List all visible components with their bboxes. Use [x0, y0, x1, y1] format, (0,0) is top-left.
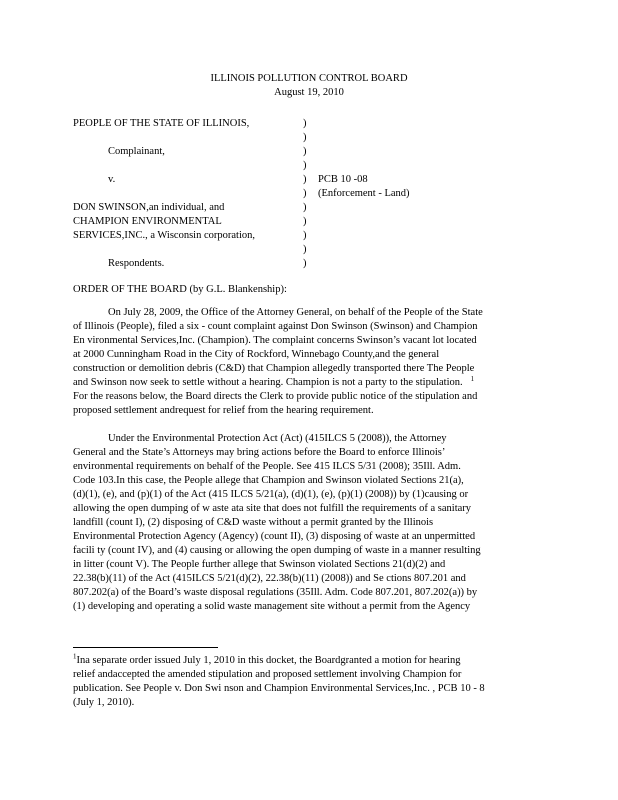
footnote-reference: 1	[470, 374, 475, 383]
paragraph2-line: Code 103.In this case, the People allege that Champion and Swinson violated Sections 21(a),	[73, 475, 464, 486]
caption-paren: )	[303, 202, 307, 213]
paragraph1-line: of Illinois (People), filed a six - count complaint against Don Swinson (Swinson) and Champion	[73, 321, 478, 332]
case-number: PCB 10 -08	[318, 174, 368, 185]
case-type: (Enforcement - Land)	[318, 188, 410, 199]
paragraph1-line-text: and Swinson now seek to settle without a hearing. Champion is not a party to the stipulation.	[73, 377, 463, 388]
paragraph2-line: (1) developing and operating a solid waste management site without a permit from the Agency	[73, 601, 471, 612]
paragraph1-line: construction or demolition debris (C&D) that Champion allegedly transported there The People	[73, 363, 475, 374]
caption-complainant: Complainant,	[108, 146, 165, 157]
paragraph1-line: For the reasons below, the Board directs the Clerk to provide public notice of the stipulation and	[73, 391, 478, 402]
agency-title: ILLINOIS POLLUTION CONTROL BOARD	[210, 73, 408, 84]
caption-paren: )	[303, 216, 307, 227]
caption-bracket-column	[303, 118, 311, 270]
caption-defendant-line3: SERVICES,INC., a Wisconsin corporation,	[73, 230, 255, 241]
footnote-divider	[73, 647, 218, 648]
paragraph2-line: environmental requirements on behalf of the People. See 415 ILCS 5/31 (2008); 35Ill. Adm.	[73, 461, 461, 472]
paragraph1-line: proposed settlement andrequest for relief from the hearing requirement.	[73, 405, 374, 416]
paragraph1-line: at 2000 Cunningham Road in the City of Rockford, Winnebago County,and the general	[73, 349, 440, 360]
paragraph2-line: 22.38(b)(11) of the Act (415ILCS 5/21(d)(2), 22.38(b)(11) (2008)) and Se ctions 807.201 and	[73, 573, 466, 584]
caption-paren: )	[303, 174, 307, 185]
footnote-line: publication. See People v. Don Swi nson and Champion Environmental Services,Inc. , PCB 10 - 8	[73, 683, 485, 694]
paragraph2-line: facili ty (count IV), and (4) causing or allowing the open dumping of waste in a manner resulting	[73, 545, 481, 556]
paragraph2-line: Under the Environmental Protection Act (Act) (415ILCS 5 (2008)), the Attorney	[108, 433, 447, 444]
paragraph1-line: On July 28, 2009, the Office of the Attorney General, on behalf of the People of the State	[108, 307, 483, 318]
caption-paren: )	[303, 244, 307, 255]
footnote-line: relief andaccepted the amended stipulation and proposed settlement involving Champion for	[73, 669, 462, 680]
caption-paren: )	[303, 146, 307, 157]
footnote-line: (July 1, 2010).	[73, 697, 135, 708]
caption-paren: )	[303, 132, 307, 143]
caption-paren: )	[303, 230, 307, 241]
order-date: August 19, 2010	[274, 87, 344, 98]
paragraph2-line: in litter (count V). The People further allege that Swinson violated Sections 21(d)(2) and	[73, 559, 446, 570]
paragraph2-line: General and the State’s Attorneys may bring actions before the Board to enforce Illinois’	[73, 447, 446, 458]
footnote-marker: 1	[73, 652, 77, 661]
paragraph2-line: landfill (count I), (2) disposing of C&D waste without a permit granted by the Illinois	[73, 517, 434, 528]
footnote-line	[73, 652, 461, 667]
caption-respondents: Respondents.	[108, 258, 165, 269]
paragraph2-line: Environmental Protection Agency (Agency) (count II), (3) disposing of waste at an unpermitted	[73, 531, 476, 542]
caption-paren: )	[303, 188, 307, 199]
caption-paren: )	[303, 118, 307, 129]
paragraph2-line: allowing the open dumping of w aste ata site that does not fulfill the requirements of a sanitary	[73, 503, 472, 514]
paragraph1-line: En vironmental Services,Inc. (Champion). The complaint concerns Swinson’s vacant lot located	[73, 335, 477, 346]
paragraph2-line: (d)(1), (e), and (p)(1) of the Act (415 ILCS 5/21(a), (d)(1), (e), (p)(1) (2008)) by (1)causing or	[73, 489, 469, 500]
footnote-line-text: Ina separate order issued July 1, 2010 in this docket, the Boardgranted a motion for hearing	[76, 655, 461, 666]
caption-versus: v.	[108, 174, 116, 185]
paragraph1-line	[73, 374, 475, 389]
caption-paren: )	[303, 160, 307, 171]
order-heading: ORDER OF THE BOARD (by G.L. Blankenship):	[73, 284, 287, 295]
paragraph2-line: 807.202(a) of the Board’s waste disposal regulations (35Ill. Adm. Code 807.201, 807.202(a)) by	[73, 587, 478, 598]
caption-paren: )	[303, 258, 307, 269]
caption-defendant-line1: DON SWINSON,an individual, and	[73, 202, 225, 213]
caption-people: PEOPLE OF THE STATE OF ILLINOIS,	[73, 118, 250, 129]
caption-defendant-line2: CHAMPION ENVIRONMENTAL	[73, 216, 222, 227]
